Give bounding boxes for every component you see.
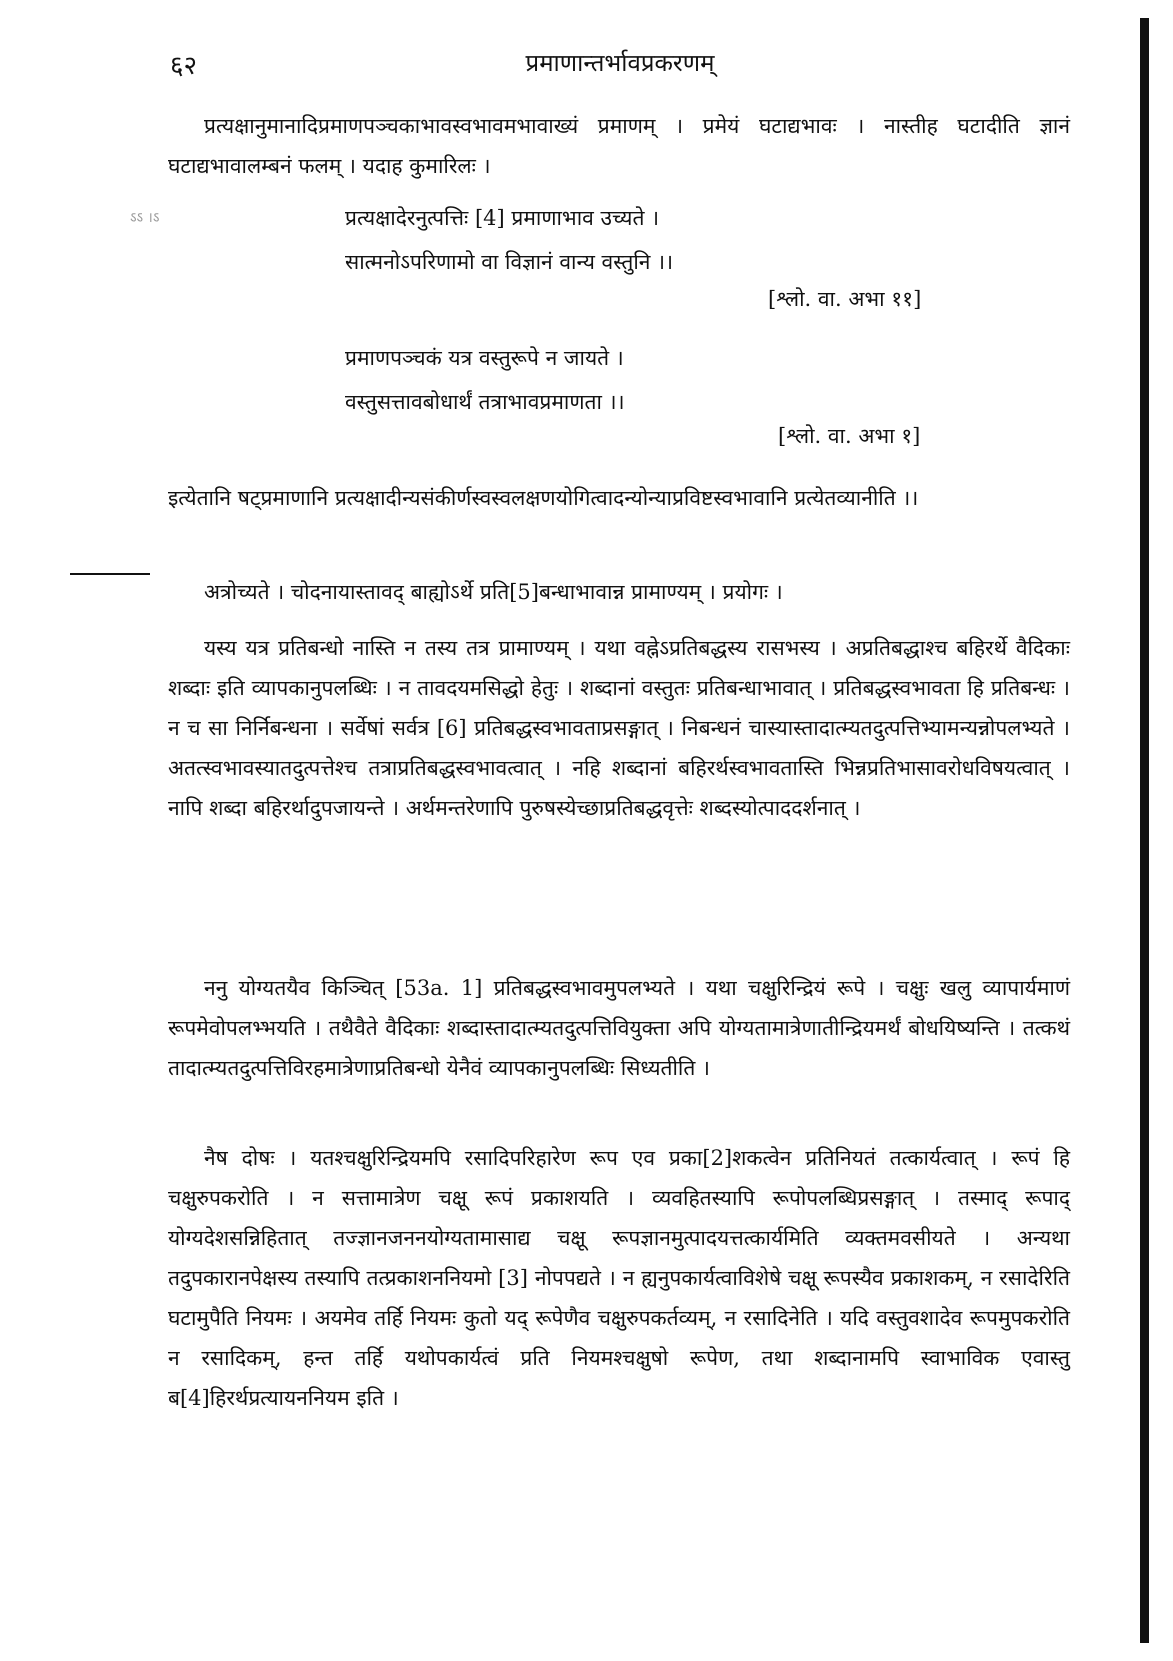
paragraph-6-text: नैष दोषः । यतश्चक्षुरिन्द्रियमपि रसादिपरिहारेण रूप एव प्रका[2]शकत्वेन प्रतिनियतं तत्कार्यत्वात् । रूपं हि चक्षुरुपकरोति । न सत्तामात्रेण चक्षू रूपं प्रकाशयति । व्यवहितस्यापि रूपोपलब्धिप्रसङ्गात् । तस्माद् रूपाद् योग्यदेशसन्निहितात् तज्ज्ञानजननयोग्यतामासाद्य चक्षू रूपज्ञानमुत्पादयत्तत्कार्यमिति व्यक्तमवसीयते । अन्यथा तदुपकारानपेक्षस्य तस्यापि तत्प्रकाशननियमो [3] नोपपद्यते । न ह्यनुपकार्यत्वाविशेषे चक्षू रूपस्यैव प्रकाशकम्, न रसादेरिति घटामुपैति नियमः । अयमेव तर्हि नियमः कुतो यद् रूपेणैव चक्षुरुपकर्तव्यम्, न रसादिनेति । यदि वस्तुवशादेव रूपमुपकरोति न रसादिकम्, हन्त तर्हि यथोपकार्यत्वं प्रति नियमश्चक्षुषो रूपेण, तथा शब्दानामपि स्वाभाविक एवास्तु ब[4]हिरर्थप्रत्यायननियम इति । (168, 1146, 1070, 1410)
paragraph-2-text: इत्येतानि षट्प्रमाणानि प्रत्यक्षादीन्यसंकीर्णस्वस्वलक्षणयोगित्वादन्योन्याप्रविष्टस्वभावानि प्रत्येतव्यानीति ।। (168, 486, 919, 510)
paragraph-4-text: यस्य यत्र प्रतिबन्धो नास्ति न तस्य तत्र प्रामाण्यम् । यथा वह्नेऽप्रतिबद्धस्य रासभस्य । अप्रतिबद्धाश्च बहिरर्थे वैदिकाः शब्दाः इति व्यापकानुपलब्धिः । न तावदयमसिद्धो हेतुः । शब्दानां वस्तुतः प्रतिबन्धाभावात् । प्रतिबद्धस्वभावता हि प्रतिबन्धः । न च सा निर्निबन्धना । सर्वेषां सर्वत्र [6] प्रतिबद्धस्वभावताप्रसङ्गात् । निबन्धनं चास्यास्तादात्म्यतदुत्पत्तिभ्यामन्यन्नोपलभ्यते । अतत्स्वभावस्यातदुत्पत्तेश्च तत्राप्रतिबद्धस्वभावत्वात् । नहि शब्दानां बहिरर्थस्वभावतास्ति भिन्नप्रतिभासावरोधविषयत्वात् । नापि शब्दा बहिरर्थादुपजायन्ते । अर्थमन्तरेणापि पुरुषस्येच्छाप्रतिबद्धवृत्तेः शब्दस्योत्पाददर्शनात् । (168, 636, 1070, 820)
verse-1-line-2: सात्मनोऽपरिणामो वा विज्ञानं वान्य वस्तुनि ।। (345, 250, 674, 274)
verse-1-citation: [श्लो. वा. अभा ११] (768, 287, 922, 311)
paragraph-4 (168, 628, 1070, 828)
verse-1-line-1: प्रत्यक्षादेरनुत्पत्तिः [4] प्रमाणाभाव उच्यते । (345, 206, 660, 230)
page-number: ६२ (170, 51, 198, 81)
verse-2-line-1: प्रमाणपञ्चकं यत्र वस्तुरूपे न जायते । (345, 346, 624, 370)
margin-annotation: ऽऽ ।ऽ (130, 210, 160, 226)
page-header (0, 40, 1173, 80)
paragraph-5 (168, 968, 1070, 1088)
verse-1 (345, 196, 1005, 284)
verse-2 (345, 336, 1005, 424)
binding-edge-rule (1140, 18, 1149, 1643)
paragraph-3-text: अत्रोच्यते । चोदनायास्तावद् बाह्योऽर्थे प्रति[5]बन्धाभावान्न प्रामाण्यम् । प्रयोगः । (204, 580, 783, 604)
running-title: प्रमाणान्तर्भावप्रकरणम् (525, 49, 715, 77)
paragraph-2 (168, 478, 1070, 518)
verse-2-line-2: वस्तुसत्तावबोधार्थं तत्राभावप्रमाणता ।। (345, 390, 625, 414)
margin-rule (70, 573, 150, 575)
paragraph-3 (168, 572, 1070, 612)
paragraph-1 (168, 106, 1070, 186)
paragraph-5-text: ननु योग्यतयैव किञ्चित् [53a. 1] प्रतिबद्धस्वभावमुपलभ्यते । यथा चक्षुरिन्द्रियं रूपे । चक्षुः खलु व्यापार्यमाणं रूपमेवोपलभ्भयति । तथैवैते वैदिकाः शब्दास्तादात्म्यतदुत्पत्तिवियुक्ता अपि योग्यतामात्रेणातीन्द्रियमर्थं बोधयिष्यन्ति । तत्कथं तादात्म्यतदुत्पत्तिविरहमात्रेणाप्रतिबन्धो येनैवं व्यापकानुपलब्धिः सिध्यतीति । (168, 976, 1070, 1080)
paragraph-6 (168, 1138, 1070, 1418)
verse-2-citation: [श्लो. वा. अभा १] (778, 424, 921, 448)
paragraph-1-text: प्रत्यक्षानुमानादिप्रमाणपञ्चकाभावस्वभावमभावाख्यं प्रमाणम् । प्रमेयं घटाद्यभावः । नास्तीह घटादीति ज्ञानं घटाद्यभावालम्बनं फलम् । यदाह कुमारिलः । (168, 114, 1070, 178)
